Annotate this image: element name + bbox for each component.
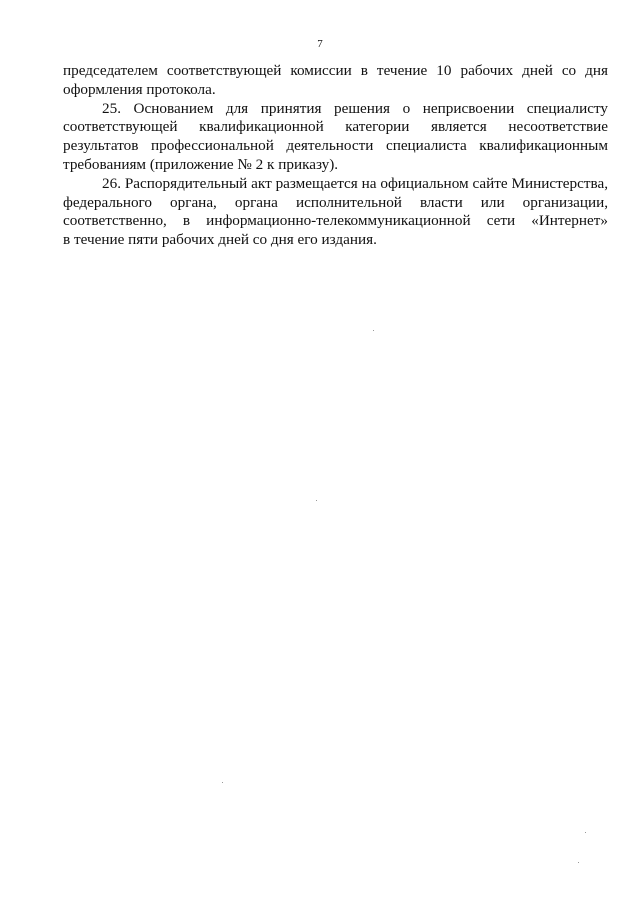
scan-speck	[316, 500, 317, 501]
text-line: результатов профессиональной деятельности специалиста квалификационным	[63, 137, 608, 155]
text-line: оформления протокола.	[63, 80, 216, 98]
text-line: соответственно, в информационно-телекоммуникационной сети «Интернет»	[63, 212, 608, 230]
scan-speck	[373, 330, 374, 331]
text-line: федерального органа, органа исполнительной власти или организации,	[63, 193, 608, 211]
scan-speck	[222, 782, 223, 783]
document-body	[63, 62, 608, 250]
text-line: председателем соответствующей комиссии в течение 10 рабочих дней со дня	[63, 62, 608, 79]
paragraph-continuation	[63, 62, 608, 100]
text-line: 25. Основанием для принятия решения о неприсвоении специалисту	[102, 99, 608, 117]
scan-speck	[578, 862, 579, 863]
page-number: 7	[317, 38, 323, 50]
text-line: соответствующей квалификационной категории является несоответствие	[63, 118, 608, 136]
paragraph-25	[63, 100, 608, 175]
scan-speck	[585, 832, 586, 833]
text-line: требованиям (приложение № 2 к приказу).	[63, 155, 339, 173]
text-line: в течение пяти рабочих дней со дня его издания.	[63, 231, 377, 249]
paragraph-26	[63, 175, 608, 250]
text-line: 26. Распорядительный акт размещается на официальном сайте Министерства,	[102, 174, 608, 192]
